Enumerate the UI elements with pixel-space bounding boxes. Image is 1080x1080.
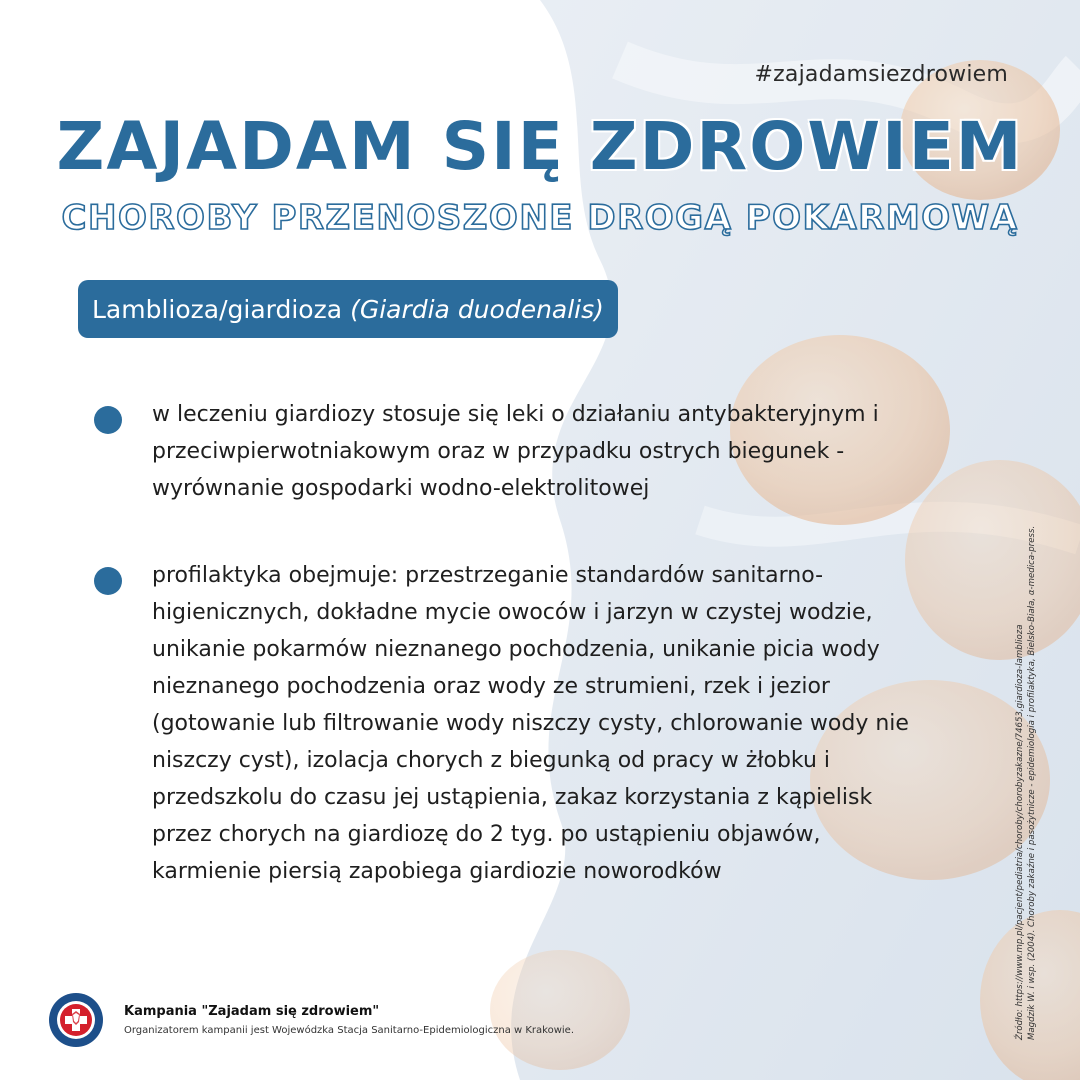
bullet-list [94,396,914,940]
list-item [94,396,914,507]
list-item-text: w leczeniu giardiozy stosuje się leki o działaniu antybakteryjnym i przeciwpierwotniakowym oraz w przypadku ostrych biegunek - wyrównanie gospodarki wodno-elektrolitowej [152,402,879,501]
footer-title: Kampania "Zajadam się zdrowiem" [124,1004,380,1019]
footer [48,992,574,1048]
source-line: Źródło: https://www.mp.pl/pacjent/pediatria/choroby/chorobyzakazne/74653,giardioza-lamblioza [1015,624,1025,1040]
disease-name: Lamblioza/giardioza [92,294,343,324]
source-note [1014,525,1044,1040]
sanitary-inspection-logo [48,992,104,1048]
bullet-dot-icon [94,406,122,434]
list-item [94,557,914,890]
source-line: Magdzik W. i wsp. (2004). Choroby zakaźne i pasożytnicze - epidemiologia i profilaktyka, Bielsko-Biała, α-medica-press. [1027,525,1037,1040]
bullet-dot-icon [94,567,122,595]
disease-latin-name: (Giardia duodenalis) [350,294,604,324]
footer-subtitle: Organizatorem kampanii jest Wojewódzka Stacja Sanitarno-Epidemiologiczna w Krakowie. [124,1025,575,1036]
list-item-text: profilaktyka obejmuje: przestrzeganie standardów sanitarno-higienicznych, dokładne mycie owoców i jarzyn w czystej wodzie, unikanie pokarmów nieznanego pochodzenia, unikanie picia wody nieznanego pochodzenia oraz wody ze strumieni, rzek i jezior (gotowanie lub filtrowanie wody niszczy cysty, chlorowanie wody nie niszczy cyst), izolacja chorych z biegunką od pracy w żłobku i przedszkolu do czasu jej ustąpienia, zakaz korzystania z kąpielisk przez chorych na giardiozę do 2 tyg. po ustąpieniu objawów, karmienie piersią zapobiega giardiozie noworodków [152,563,909,884]
hashtag: #zajadamsiezdrowiem [754,62,1008,87]
disease-badge [78,280,618,338]
page-subtitle: CHOROBY PRZENOSZONE DROGĄ POKARMOWĄ [61,198,1019,238]
page-title: ZAJADAM SIĘ ZDROWIEM [56,108,1024,185]
